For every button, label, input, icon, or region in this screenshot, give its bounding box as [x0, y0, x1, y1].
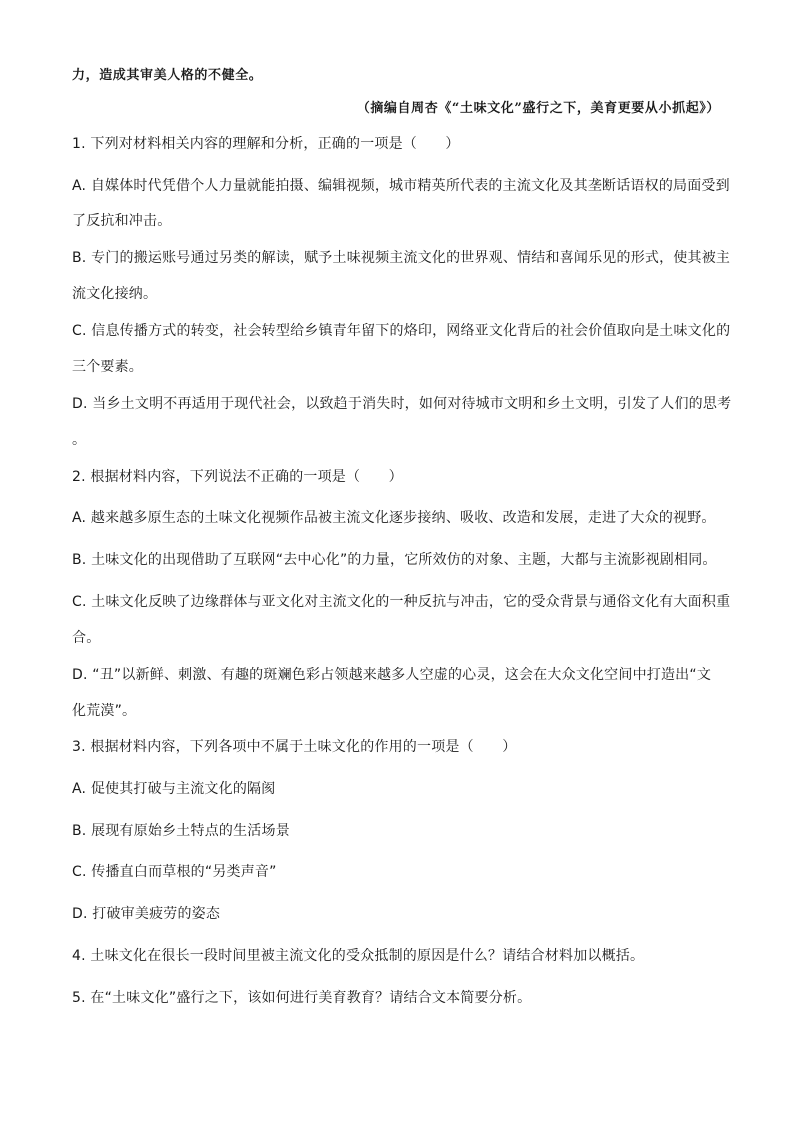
question-1-option-d-line-2: 。	[72, 432, 87, 448]
question-1-option-b-line-2: 流文化接纳。	[72, 286, 158, 302]
question-3-option-a: A. 促使其打破与主流文化的隔阂	[72, 781, 276, 797]
question-2-option-a: A. 越来越多原生态的土味文化视频作品被主流文化逐步接纳、吸收、改造和发展，走进了大众的视野。	[72, 510, 716, 526]
question-1-option-b-line-1: B. 专门的搬运账号通过另类的解读，赋予土味视频主流文化的世界观、情结和喜闻乐见的形式，使其被主	[72, 250, 731, 266]
question-3-stem: 3. 根据材料内容，下列各项中不属于土味文化的作用的一项是（ ）	[72, 739, 517, 755]
question-2-option-b: B. 土味文化的出现借助了互联网“去中心化”的力量，它所效仿的对象、主题，大都与主流影视剧相同。	[72, 552, 717, 568]
question-3-option-b: B. 展现有原始乡土特点的生活场景	[72, 823, 290, 839]
question-5-stem: 5. 在“土味文化”盛行之下，该如何进行美育教育？请结合文本简要分析。	[72, 990, 532, 1006]
source-citation: （摘编自周杏《“土味文化”盛行之下，美育更要从小抓起》）	[356, 101, 720, 116]
question-2-option-d-line-1: D. “丑”以新鲜、刺激、有趣的斑斓色彩占领越来越多人空虚的心灵，这会在大众文化空间中打造出“文	[72, 667, 712, 683]
question-1-option-a-line-1: A. 自媒体时代凭借个人力量就能拍摄、编辑视频，城市精英所代表的主流文化及其垄断话语权的局面受到	[72, 178, 730, 194]
question-3-option-c: C. 传播直白而草根的“另类声音”	[72, 864, 277, 880]
question-2-stem: 2. 根据材料内容，下列说法不正确的一项是（ ）	[72, 469, 403, 485]
question-2-option-d-line-2: 化荒漠”。	[72, 703, 137, 719]
question-1-option-c-line-1: C. 信息传播方式的转变，社会转型给乡镇青年留下的烙印，网络亚文化背后的社会价值取向是土味文化的	[72, 323, 731, 339]
question-1-option-d-line-1: D. 当乡土文明不再适用于现代社会，以致趋于消失时，如何对待城市文明和乡土文明，引发了人们的思考	[72, 396, 732, 412]
question-1-option-c-line-2: 三个要素。	[72, 359, 143, 375]
question-2-option-c-line-2: 合。	[72, 630, 101, 646]
question-1-option-a-line-2: 了反抗和冲击。	[72, 213, 172, 229]
passage-tail: 力，造成其审美人格的不健全。	[72, 68, 263, 83]
question-3-option-d: D. 打破审美疲劳的姿态	[72, 906, 221, 922]
question-4-stem: 4. 土味文化在很长一段时间里被主流文化的受众抵制的原因是什么？请结合材料加以概括。	[72, 948, 645, 964]
question-2-option-c-line-1: C. 土味文化反映了边缘群体与亚文化对主流文化的一种反抗与冲击，它的受众背景与通俗文化有大面积重	[72, 594, 731, 610]
question-1-stem: 1. 下列对材料相关内容的理解和分析，正确的一项是（ ）	[72, 136, 460, 152]
